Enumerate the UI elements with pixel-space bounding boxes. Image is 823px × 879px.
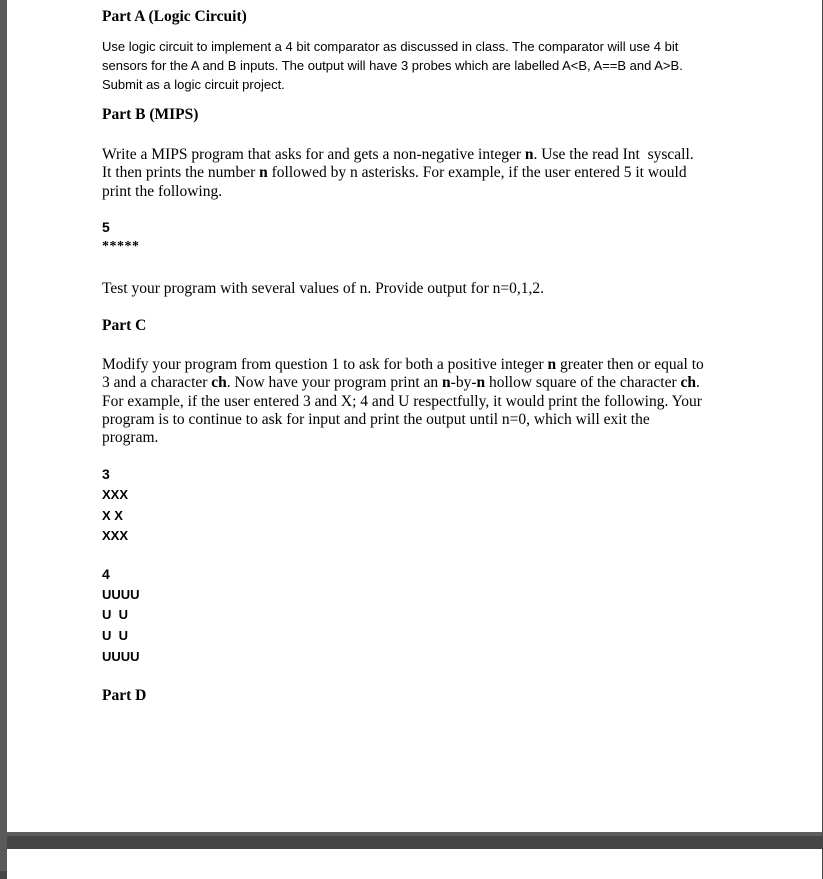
part-b-test-line: Test your program with several values of n. Provide output for n=0,1,2. [102, 280, 544, 297]
next-document-page [7, 849, 822, 879]
part-a-line: Submit as a logic circuit project. [102, 77, 285, 92]
part-c-example2-row: U U [102, 607, 128, 622]
part-a-paragraph [102, 37, 683, 94]
part-c-example1-row: XXX [102, 528, 129, 543]
part-c-example1-input: 3 [102, 466, 110, 482]
part-c-example2-row: UUUU [102, 649, 140, 664]
part-b-example-input: 5 [102, 219, 110, 235]
part-a-line: sensors for the A and B inputs. The output will have 3 probes which are labelled A<B, A==B and A>B. [102, 58, 683, 73]
part-b-line-1: Write a MIPS program that asks for and gets a non-negative integer n. Use the read Int syscall. [102, 146, 694, 163]
part-b-heading: Part B (MIPS) [102, 106, 199, 123]
part-c-example2-row: UUUU [102, 587, 140, 602]
part-c-line-2: 3 and a character ch. Now have your program print an n-by-n hollow square of the character ch. [102, 374, 700, 392]
part-b-paragraph [102, 146, 694, 201]
part-c-line-1: Modify your program from question 1 to ask for both a positive integer n greater then or equal to [102, 356, 704, 373]
part-c-example2-row: U U [102, 628, 128, 643]
part-c-paragraph [102, 356, 704, 447]
part-c-example1-row: X X [102, 508, 123, 523]
part-a-heading: Part A (Logic Circuit) [102, 8, 247, 25]
part-b-example-output: ***** [102, 239, 140, 254]
part-c-example1-row: XXX [102, 487, 129, 502]
part-b-line-2: It then prints the number n followed by n asterisks. For example, if the user entered 5 it would [102, 164, 687, 182]
part-c-heading: Part C [102, 317, 147, 334]
part-d-heading: Part D [102, 687, 147, 704]
part-c-line-5: program. [102, 429, 159, 447]
part-b-line-3: print the following. [102, 182, 223, 200]
viewer-left-edge [0, 0, 7, 871]
part-c-line-3: For example, if the user entered 3 and X; 4 and U respectfully, it would print the following. Your [102, 392, 702, 410]
part-c-line-4: program is to continue to ask for input and print the output until n=0, which will exit the [102, 410, 650, 428]
part-a-line: Use logic circuit to implement a 4 bit comparator as discussed in class. The comparator will use 4 bit [102, 39, 679, 54]
part-c-example2-input: 4 [102, 566, 110, 582]
page-shadow [7, 832, 822, 836]
